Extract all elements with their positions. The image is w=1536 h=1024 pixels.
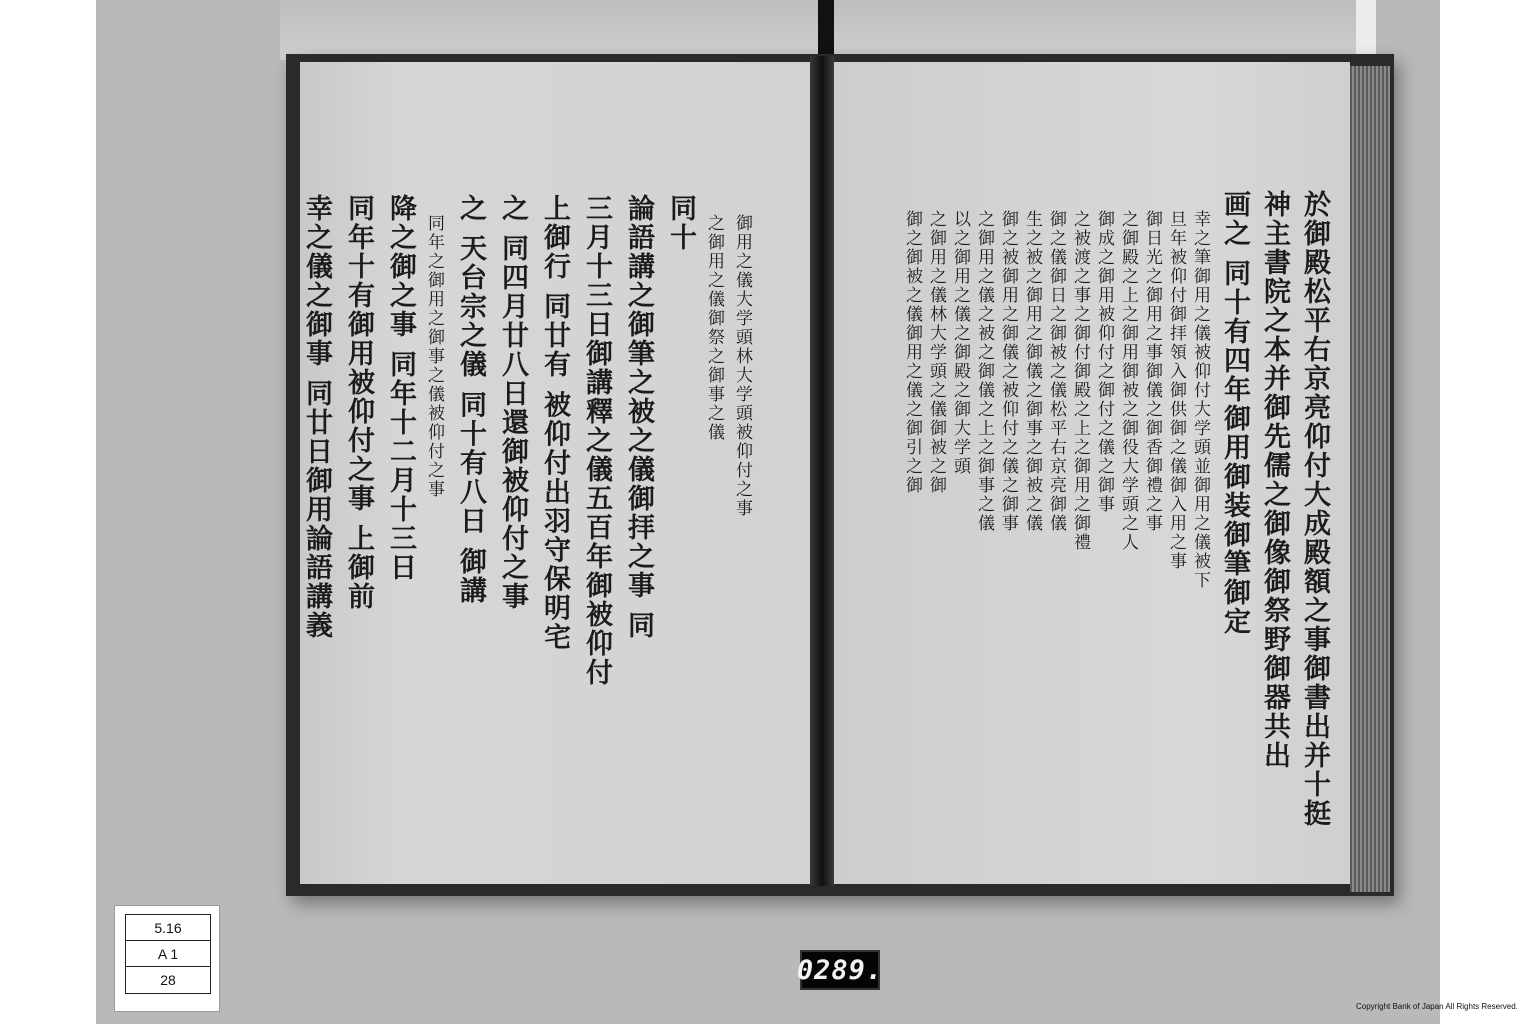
manuscript-column: 御之御被之儀御用之儀之御引之御 [902, 210, 922, 495]
left-page-text [300, 62, 810, 884]
manuscript-column: 幸之儀之御事 同廿日御用論語講義 [301, 194, 332, 641]
reference-card [114, 905, 220, 1012]
reference-card-line: 5.16 [125, 914, 211, 941]
manuscript-column: 同年十有御用被仰付之事 上御前 [343, 194, 374, 612]
manuscript-column: 之御用之儀林大学頭之儀御被之御 [926, 210, 946, 495]
manuscript-column: 之被渡之事之御付御殿之上之御用之御禮 [1070, 210, 1090, 552]
manuscript-column: 生之被之御用之御儀之御事之御被之儀 [1022, 210, 1042, 533]
manuscript-column: 之 同四月廿八日還御被仰付之事 [497, 194, 528, 612]
manuscript-column: 同年之御用之御事之儀被仰付之事 [424, 214, 444, 499]
reference-card-line: 28 [125, 966, 211, 994]
book-gutter [810, 56, 834, 886]
right-page [834, 62, 1350, 884]
manuscript-column: 御之被御用之御儀之被仰付之儀之御事 [998, 210, 1018, 533]
manuscript-column: 神主書院之本并御先儒之御像御祭野御器共出 [1259, 190, 1290, 770]
manuscript-column: 画之 同十有四年御用御装御筆御定 [1219, 190, 1250, 637]
manuscript-column: 於御殿松平右京亮仰付大成殿額之事御書出并十挺 [1299, 190, 1330, 828]
manuscript-column: 幸之筆御用之儀被仰付大学頭並御用之儀被下 [1190, 210, 1210, 590]
manuscript-column: 論語講之御筆之被之儀御拝之事 同 [623, 194, 654, 641]
manuscript-column: 御之儀御日之御被之儀松平右京亮御儀 [1046, 210, 1066, 533]
manuscript-column: 降之御之事 同年十二月十三日 [385, 194, 416, 583]
right-page-text [834, 62, 1350, 884]
book-fore-edge [1350, 66, 1390, 892]
manuscript-column: 御日光之御用之事御儀之御香御禮之事 [1142, 210, 1162, 533]
manuscript-column: 上御行 同廿有 被仰付出羽守保明宅 [539, 194, 570, 652]
manuscript-column: 御成之御用被仰付之御付之儀之御事 [1094, 210, 1114, 514]
manuscript-column: 之御殿之上之御用御被之御役大学頭之人 [1118, 210, 1138, 552]
binding-clip [818, 0, 834, 60]
manuscript-column: 以之御用之儀之御殿之御大学頭 [950, 210, 970, 476]
manuscript-column: 之御用之儀御祭之御事之儀 [704, 214, 724, 442]
manuscript-column: 三月十三日御講釋之儀五百年御被仰付 [581, 194, 612, 687]
left-page [300, 62, 810, 884]
reference-card-line: A 1 [125, 940, 211, 967]
manuscript-column: 之 天台宗之儀 同十有八日 御講 [455, 194, 486, 606]
manuscript-column: 御用之儀大学頭林大学頭被仰付之事 [732, 214, 752, 518]
manuscript-column: 同十 [665, 194, 696, 252]
manuscript-column: 之御用之儀之被之御儀之上之御事之儀 [974, 210, 994, 533]
copyright-notice: Copyright Bank of Japan All Rights Reserved. [1356, 1002, 1518, 1011]
manuscript-column: 旦年被仰付御拝領入御供御之儀御入用之事 [1166, 210, 1186, 571]
frame-number: 0289. [800, 950, 880, 990]
